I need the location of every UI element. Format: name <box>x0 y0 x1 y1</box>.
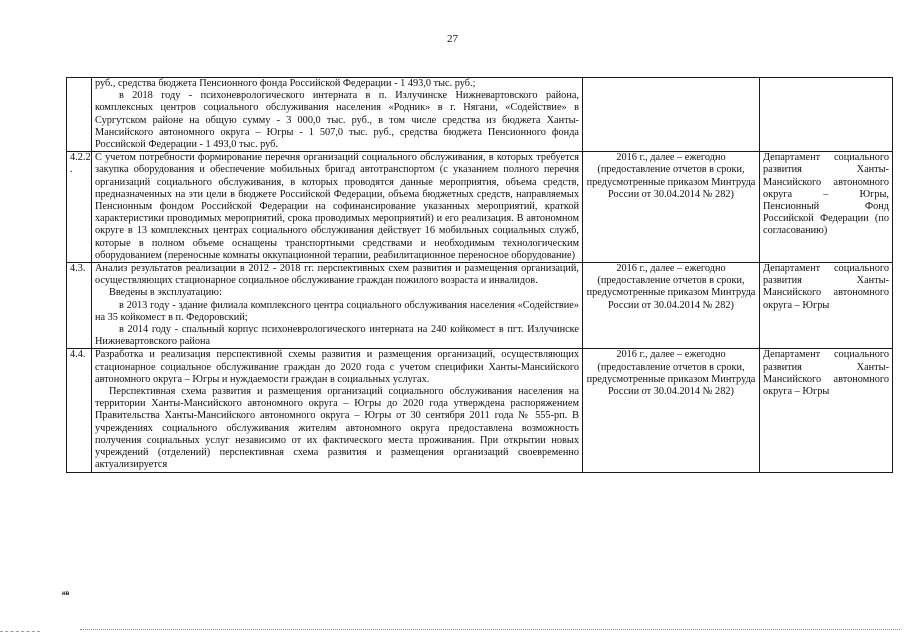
measure-description <box>92 78 583 152</box>
description-paragraph: Анализ результатов реализации в 2012 - 2018 гг. перспективных схем развития и размещения организаций, осуществляющих стационарное социальное обслуживание граждан пожилого возраста и инвалидов. <box>95 263 579 287</box>
measure-deadline <box>583 78 760 152</box>
description-paragraph: С учетом потребности формирование перечня организаций социального обслуживания, в которых требуется закупка оборудования и обеспечение мобильных бригад автотранспортом (с указанием полного перечня организаций социального обслуживания, в которых проводятся данные мероприятия, объема средств, предназначенных на эти цели в бюджете Российской Федерации, объема бюджетных средств, направляемых Пенсионным фондом Российской Федерации на софинансирование указанных мероприятий, краткой характеристики проводимых мероприятий, срока проводимых мероприятий) и его реализация. В автономном округе в 13 комплексных центрах социального обслуживания действует 16 мобильных социальных служб, которые в полном объеме оснащены транспортными средствами и необходимым технологическим оборудованием (переносные комнаты оккупационной терапии, реабилитационное переносное оборудование) <box>95 152 579 261</box>
row-number: 4.2.2 . <box>67 152 92 263</box>
page-number: 27 <box>447 33 458 45</box>
scan-artifact-line-left <box>0 631 40 632</box>
measure-responsible <box>760 78 893 152</box>
table-row <box>67 263 893 349</box>
row-number: 4.4. <box>67 349 92 472</box>
description-paragraph: Разработка и реализация перспективной схемы развития и размещения организаций, осуществляющих стационарное социальное обслуживание граждан до 2020 года с учетом специфики Ханты-Мансийского автономного округа – Югры и нуждаемости граждан в социальных услугах. <box>95 349 579 385</box>
measure-responsible: Департамент социального развития Ханты-Мансийского автономного округа – Югры <box>760 263 893 349</box>
row-number: 4.3. <box>67 263 92 349</box>
measure-description <box>92 152 583 263</box>
row-number <box>67 78 92 152</box>
description-paragraph: Перспективная схема развития и размещения организаций социального обслуживания населения на территории Ханты-Мансийского автономного округа – Югры до 2020 года утверждена распоряжением Правительства Ханты-Мансийского автономного округа – Югры от 30 сентября 2011 года № 555-рп. В учреждениях социального обслуживания жителям автономного округа предоставлена возможность получения социальных услуг независимо от их фактического места проживания. При открытии новых учреждений (отделений) перспективная схема развития и размещения организаций своевременно актуализируется <box>95 386 579 471</box>
table-row <box>67 78 893 152</box>
measures-table <box>66 77 893 473</box>
measures-table-body <box>67 78 893 473</box>
description-paragraph: в 2018 году - психоневрологического интерната в п. Излучинске Нижневартовского района, комплексных центров социального обслуживания населения «Родник» в г. Нягани, «Содействие» в Сургутском районе на общую сумму - 3 000,0 тыс. руб., в том числе средства из бюджета Ханты-Мансийского автономного округа – Югры - 1 507,0 тыс. руб., средства бюджета Пенсионного фонда Российской Федерации - 1 493,0 тыс. руб. <box>95 90 579 151</box>
measure-deadline: 2016 г., далее – ежегодно (предоставление отчетов в сроки, предусмотренные приказом Минтруда России от 30.04.2014 № 282) <box>583 263 760 349</box>
measure-deadline: 2016 г., далее – ежегодно (предоставление отчетов в сроки, предусмотренные приказом Минтруда России от 30.04.2014 № 282) <box>583 349 760 472</box>
footer-mark: нв <box>62 591 70 597</box>
table-row <box>67 152 893 263</box>
measure-description <box>92 263 583 349</box>
description-paragraph: в 2014 году - спальный корпус психоневрологического интерната на 240 койкомест в пгт. Излучинске Нижневартовского района <box>95 324 579 348</box>
measure-responsible: Департамент социального развития Ханты-Мансийского автономного округа – Югры, Пенсионный Фонд Российской Федерации (по согласованию) <box>760 152 893 263</box>
scan-artifact-line <box>80 629 900 630</box>
measure-description <box>92 349 583 472</box>
description-paragraph: в 2013 году - здание филиала комплексного центра социального обслуживания населения «Содействие» на 35 койкомест в п. Федоровский; <box>95 299 579 323</box>
description-paragraph: руб., средства бюджета Пенсионного фонда Российской Федерации - 1 493,0 тыс. руб.; <box>95 78 476 89</box>
table-row <box>67 349 893 472</box>
measure-responsible: Департамент социального развития Ханты-Мансийского автономного округа – Югры <box>760 349 893 472</box>
description-paragraph: Введены в эксплуатацию: <box>109 287 222 299</box>
measure-deadline: 2016 г., далее – ежегодно (предоставление отчетов в сроки, предусмотренные приказом Минтруда России от 30.04.2014 № 282) <box>583 152 760 263</box>
